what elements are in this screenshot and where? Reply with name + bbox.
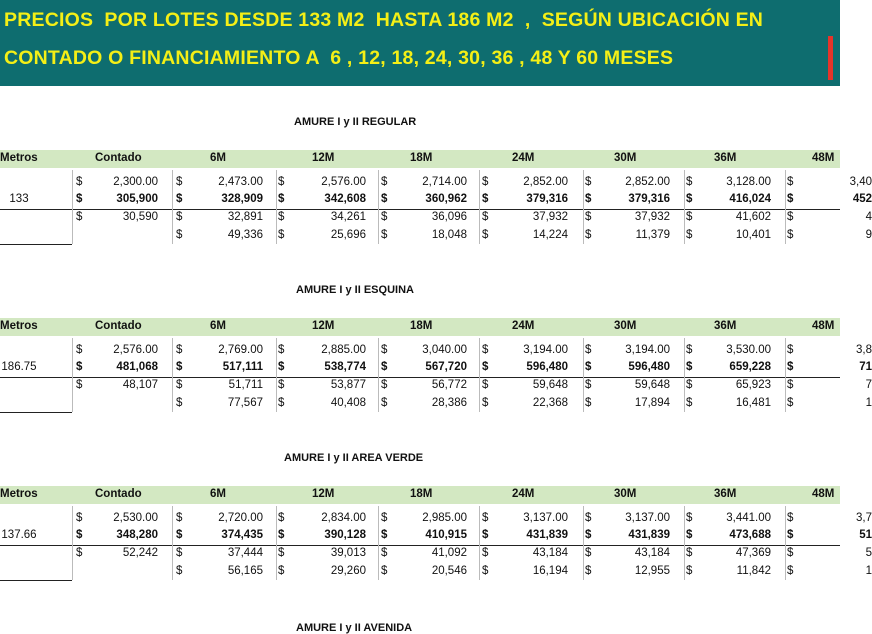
table-cell: 49,336	[227, 229, 263, 241]
section-title: AMURE I y II AREA VERDE	[284, 452, 424, 464]
table-cell: 390,128	[324, 529, 366, 541]
table-cell: 14,224	[532, 229, 568, 241]
currency-symbol: $	[482, 211, 489, 223]
column-divider	[172, 338, 173, 412]
table-cell: 2,720.00	[218, 512, 263, 524]
currency-symbol: $	[176, 512, 183, 524]
column-divider	[276, 338, 277, 412]
currency-symbol: $	[176, 193, 183, 205]
currency-symbol: $	[585, 344, 592, 356]
table-cell: 37,932	[634, 211, 670, 223]
table-cell: 56,165	[227, 565, 263, 577]
column-header: 6M	[210, 152, 226, 164]
table-cell: 32,891	[227, 211, 263, 223]
column-divider	[583, 170, 584, 244]
table-cell: 379,316	[526, 193, 568, 205]
currency-symbol: $	[482, 361, 489, 373]
currency-symbol: $	[686, 397, 693, 409]
table-cell: 48,107	[122, 379, 158, 391]
column-header: 12M	[312, 488, 335, 500]
currency-symbol: $	[585, 229, 592, 241]
table-cell: 2,852.00	[523, 176, 568, 188]
banner-accent-bar	[828, 36, 833, 80]
table-cell: 51	[859, 529, 872, 541]
row-divider	[0, 209, 840, 210]
column-divider	[378, 170, 379, 244]
table-cell: 3,194.00	[523, 344, 568, 356]
table-cell: 1	[865, 565, 872, 577]
currency-symbol: $	[176, 565, 183, 577]
column-divider	[378, 338, 379, 412]
column-divider	[785, 506, 786, 580]
column-header: 6M	[210, 320, 226, 332]
currency-symbol: $	[76, 344, 83, 356]
column-divider	[583, 506, 584, 580]
table-cell: 3,194.00	[625, 344, 670, 356]
table-cell: 30,590	[122, 211, 158, 223]
table-cell: 305,900	[116, 193, 158, 205]
column-header: Metros	[0, 488, 38, 500]
column-header: 24M	[512, 488, 535, 500]
column-header: 24M	[512, 152, 535, 164]
currency-symbol: $	[176, 344, 183, 356]
table-cell: 37,444	[227, 547, 263, 559]
currency-symbol: $	[176, 529, 183, 541]
table-cell: 452	[852, 193, 872, 205]
currency-symbol: $	[585, 512, 592, 524]
column-header: 18M	[410, 320, 433, 332]
currency-symbol: $	[381, 361, 388, 373]
table-cell: 41,092	[431, 547, 467, 559]
table-cell: 481,068	[116, 361, 158, 373]
currency-symbol: $	[787, 211, 794, 223]
table-cell: 39,013	[330, 547, 366, 559]
currency-symbol: $	[686, 361, 693, 373]
table-cell: 11,842	[736, 565, 771, 577]
table-cell: 328,909	[221, 193, 263, 205]
currency-symbol: $	[787, 229, 794, 241]
table-cell: 16,194	[532, 565, 568, 577]
table-cell: 41,602	[735, 211, 771, 223]
currency-symbol: $	[686, 547, 693, 559]
table-cell: 659,228	[729, 361, 771, 373]
column-divider	[172, 506, 173, 580]
currency-symbol: $	[176, 397, 183, 409]
column-divider	[684, 170, 685, 244]
column-divider	[785, 338, 786, 412]
table-cell: 3,7	[856, 512, 872, 524]
currency-symbol: $	[686, 229, 693, 241]
column-divider	[276, 506, 277, 580]
section-title-avenida: AMURE I y II AVENIDA	[296, 622, 413, 634]
table-cell: 2,300.00	[113, 176, 158, 188]
table-cell: 2,834.00	[321, 512, 366, 524]
column-divider	[583, 338, 584, 412]
currency-symbol: $	[76, 193, 83, 205]
currency-symbol: $	[381, 229, 388, 241]
table-cell: 416,024	[729, 193, 771, 205]
table-cell: 3,441.00	[726, 512, 771, 524]
column-header: 36M	[714, 320, 737, 332]
table-cell: 7	[865, 379, 872, 391]
banner-line-1: PRECIOS POR LOTES DESDE 133 M2 HASTA 186 M2 , SEGÚN UBICACIÓN EN	[4, 9, 764, 31]
table-cell: 1	[865, 397, 872, 409]
banner-line-2: CONTADO O FINANCIAMIENTO A 6 , 12, 18, 24, 30, 36 , 48 Y 60 MESES	[4, 47, 674, 69]
currency-symbol: $	[686, 176, 693, 188]
currency-symbol: $	[686, 565, 693, 577]
currency-symbol: $	[278, 529, 285, 541]
table-cell: 71	[859, 361, 872, 373]
currency-symbol: $	[787, 529, 794, 541]
column-header: 6M	[210, 488, 226, 500]
table-cell: 5	[865, 547, 872, 559]
currency-symbol: $	[482, 379, 489, 391]
currency-symbol: $	[585, 529, 592, 541]
currency-symbol: $	[585, 547, 592, 559]
table-cell: 2,885.00	[321, 344, 366, 356]
currency-symbol: $	[585, 379, 592, 391]
currency-symbol: $	[278, 229, 285, 241]
table-cell: 596,480	[526, 361, 568, 373]
currency-symbol: $	[787, 193, 794, 205]
table-cell: 22,368	[532, 397, 568, 409]
metros-value: 186.75	[1, 361, 37, 373]
currency-symbol: $	[787, 547, 794, 559]
currency-symbol: $	[585, 361, 592, 373]
column-divider	[479, 506, 480, 580]
column-header: Contado	[95, 152, 142, 164]
column-header: 12M	[312, 320, 335, 332]
column-header: Contado	[95, 488, 142, 500]
table-cell: 2,714.00	[422, 176, 467, 188]
price-table-section	[0, 452, 872, 592]
table-cell: 3,040.00	[422, 344, 467, 356]
currency-symbol: $	[787, 379, 794, 391]
table-cell: 28,386	[431, 397, 467, 409]
table-cell: 43,184	[634, 547, 670, 559]
row-divider	[0, 545, 840, 546]
currency-symbol: $	[381, 547, 388, 559]
currency-symbol: $	[278, 547, 285, 559]
table-cell: 3,128.00	[726, 176, 771, 188]
currency-symbol: $	[381, 565, 388, 577]
column-header: Metros	[0, 152, 38, 164]
table-cell: 9	[865, 229, 872, 241]
currency-symbol: $	[76, 512, 83, 524]
currency-symbol: $	[585, 565, 592, 577]
currency-symbol: $	[686, 211, 693, 223]
column-divider	[378, 506, 379, 580]
row-divider	[0, 412, 72, 413]
currency-symbol: $	[278, 193, 285, 205]
currency-symbol: $	[381, 344, 388, 356]
table-cell: 29,260	[330, 565, 366, 577]
currency-symbol: $	[686, 344, 693, 356]
column-header: 24M	[512, 320, 535, 332]
currency-symbol: $	[381, 176, 388, 188]
table-cell: 4	[865, 211, 872, 223]
table-cell: 59,648	[634, 379, 670, 391]
currency-symbol: $	[76, 529, 83, 541]
column-divider	[785, 170, 786, 244]
currency-symbol: $	[686, 379, 693, 391]
table-cell: 379,316	[628, 193, 670, 205]
column-divider	[479, 170, 480, 244]
table-cell: 56,772	[431, 379, 467, 391]
currency-symbol: $	[176, 379, 183, 391]
table-cell: 431,839	[628, 529, 670, 541]
currency-symbol: $	[381, 211, 388, 223]
currency-symbol: $	[76, 361, 83, 373]
currency-symbol: $	[787, 176, 794, 188]
table-cell: 17,894	[634, 397, 670, 409]
currency-symbol: $	[278, 512, 285, 524]
table-cell: 473,688	[729, 529, 771, 541]
table-cell: 567,720	[425, 361, 467, 373]
table-cell: 25,696	[330, 229, 366, 241]
currency-symbol: $	[787, 565, 794, 577]
table-cell: 3,8	[856, 344, 872, 356]
currency-symbol: $	[482, 397, 489, 409]
column-divider	[72, 338, 73, 412]
table-cell: 431,839	[526, 529, 568, 541]
table-cell: 36,096	[431, 211, 467, 223]
table-cell: 538,774	[324, 361, 366, 373]
table-cell: 3,137.00	[523, 512, 568, 524]
column-divider	[684, 506, 685, 580]
currency-symbol: $	[278, 344, 285, 356]
table-cell: 342,608	[324, 193, 366, 205]
table-cell: 10,401	[735, 229, 771, 241]
table-header-row	[0, 486, 840, 504]
table-cell: 2,576.00	[321, 176, 366, 188]
currency-symbol: $	[381, 379, 388, 391]
currency-symbol: $	[686, 529, 693, 541]
currency-symbol: $	[482, 176, 489, 188]
table-cell: 43,184	[532, 547, 568, 559]
table-cell: 77,567	[227, 397, 263, 409]
column-header: 30M	[614, 320, 637, 332]
table-cell: 11,379	[635, 229, 670, 241]
column-header: 36M	[714, 152, 737, 164]
column-header: 36M	[714, 488, 737, 500]
column-header: 48M	[812, 320, 835, 332]
column-header: 12M	[312, 152, 335, 164]
currency-symbol: $	[585, 211, 592, 223]
section-title: AMURE I y II REGULAR	[294, 116, 417, 128]
row-divider	[0, 580, 72, 581]
metros-value: 133	[9, 193, 29, 205]
column-header: 18M	[410, 488, 433, 500]
table-cell: 59,648	[532, 379, 568, 391]
table-cell: 20,546	[431, 565, 467, 577]
currency-symbol: $	[176, 229, 183, 241]
currency-symbol: $	[787, 512, 794, 524]
table-cell: 2,769.00	[218, 344, 263, 356]
column-divider	[479, 338, 480, 412]
currency-symbol: $	[278, 379, 285, 391]
table-cell: 52,242	[122, 547, 158, 559]
column-header: 18M	[410, 152, 433, 164]
table-cell: 51,711	[228, 379, 263, 391]
currency-symbol: $	[585, 176, 592, 188]
column-header: 30M	[614, 152, 637, 164]
currency-symbol: $	[176, 211, 183, 223]
table-cell: 410,915	[425, 529, 467, 541]
table-cell: 3,137.00	[625, 512, 670, 524]
column-divider	[276, 170, 277, 244]
column-header: Metros	[0, 320, 38, 332]
column-header: 48M	[812, 488, 835, 500]
currency-symbol: $	[278, 397, 285, 409]
row-divider	[0, 377, 840, 378]
currency-symbol: $	[787, 344, 794, 356]
currency-symbol: $	[482, 529, 489, 541]
table-cell: 2,985.00	[422, 512, 467, 524]
currency-symbol: $	[176, 176, 183, 188]
metros-value: 137.66	[1, 529, 37, 541]
table-header-row	[0, 150, 840, 168]
table-cell: 596,480	[628, 361, 670, 373]
table-cell: 37,932	[532, 211, 568, 223]
price-table-section	[0, 116, 872, 256]
table-cell: 3,530.00	[726, 344, 771, 356]
column-header: Contado	[95, 320, 142, 332]
currency-symbol: $	[482, 344, 489, 356]
currency-symbol: $	[585, 193, 592, 205]
table-cell: 517,111	[222, 361, 263, 373]
currency-symbol: $	[278, 361, 285, 373]
currency-symbol: $	[76, 379, 83, 391]
table-cell: 18,048	[431, 229, 467, 241]
table-cell: 2,576.00	[113, 344, 158, 356]
currency-symbol: $	[278, 211, 285, 223]
currency-symbol: $	[381, 397, 388, 409]
table-cell: 360,962	[425, 193, 467, 205]
table-cell: 65,923	[735, 379, 771, 391]
column-header: 48M	[812, 152, 835, 164]
currency-symbol: $	[585, 397, 592, 409]
table-header-row	[0, 318, 840, 336]
column-divider	[684, 338, 685, 412]
currency-symbol: $	[176, 361, 183, 373]
table-cell: 16,481	[735, 397, 771, 409]
table-cell: 47,369	[735, 547, 771, 559]
row-divider	[0, 244, 72, 245]
currency-symbol: $	[76, 211, 83, 223]
currency-symbol: $	[482, 193, 489, 205]
table-cell: 2,530.00	[113, 512, 158, 524]
currency-symbol: $	[686, 193, 693, 205]
table-cell: 12,955	[634, 565, 670, 577]
currency-symbol: $	[482, 565, 489, 577]
table-cell: 40,408	[330, 397, 366, 409]
currency-symbol: $	[278, 565, 285, 577]
currency-symbol: $	[482, 512, 489, 524]
table-cell: 34,261	[330, 211, 366, 223]
currency-symbol: $	[381, 512, 388, 524]
table-cell: 2,852.00	[625, 176, 670, 188]
column-divider	[172, 170, 173, 244]
currency-symbol: $	[76, 176, 83, 188]
currency-symbol: $	[482, 547, 489, 559]
currency-symbol: $	[686, 512, 693, 524]
currency-symbol: $	[787, 361, 794, 373]
title-banner	[0, 0, 840, 86]
table-cell: 2,473.00	[218, 176, 263, 188]
currency-symbol: $	[787, 397, 794, 409]
table-cell: 348,280	[116, 529, 158, 541]
column-header: 30M	[614, 488, 637, 500]
column-divider	[72, 506, 73, 580]
currency-symbol: $	[278, 176, 285, 188]
price-table-section	[0, 284, 872, 424]
currency-symbol: $	[381, 529, 388, 541]
table-cell: 374,435	[221, 529, 263, 541]
currency-symbol: $	[76, 547, 83, 559]
table-cell: 53,877	[330, 379, 366, 391]
table-cell: 3,40	[849, 176, 872, 188]
currency-symbol: $	[482, 229, 489, 241]
column-divider	[72, 170, 73, 244]
currency-symbol: $	[381, 193, 388, 205]
currency-symbol: $	[176, 547, 183, 559]
section-title: AMURE I y II ESQUINA	[296, 284, 414, 296]
